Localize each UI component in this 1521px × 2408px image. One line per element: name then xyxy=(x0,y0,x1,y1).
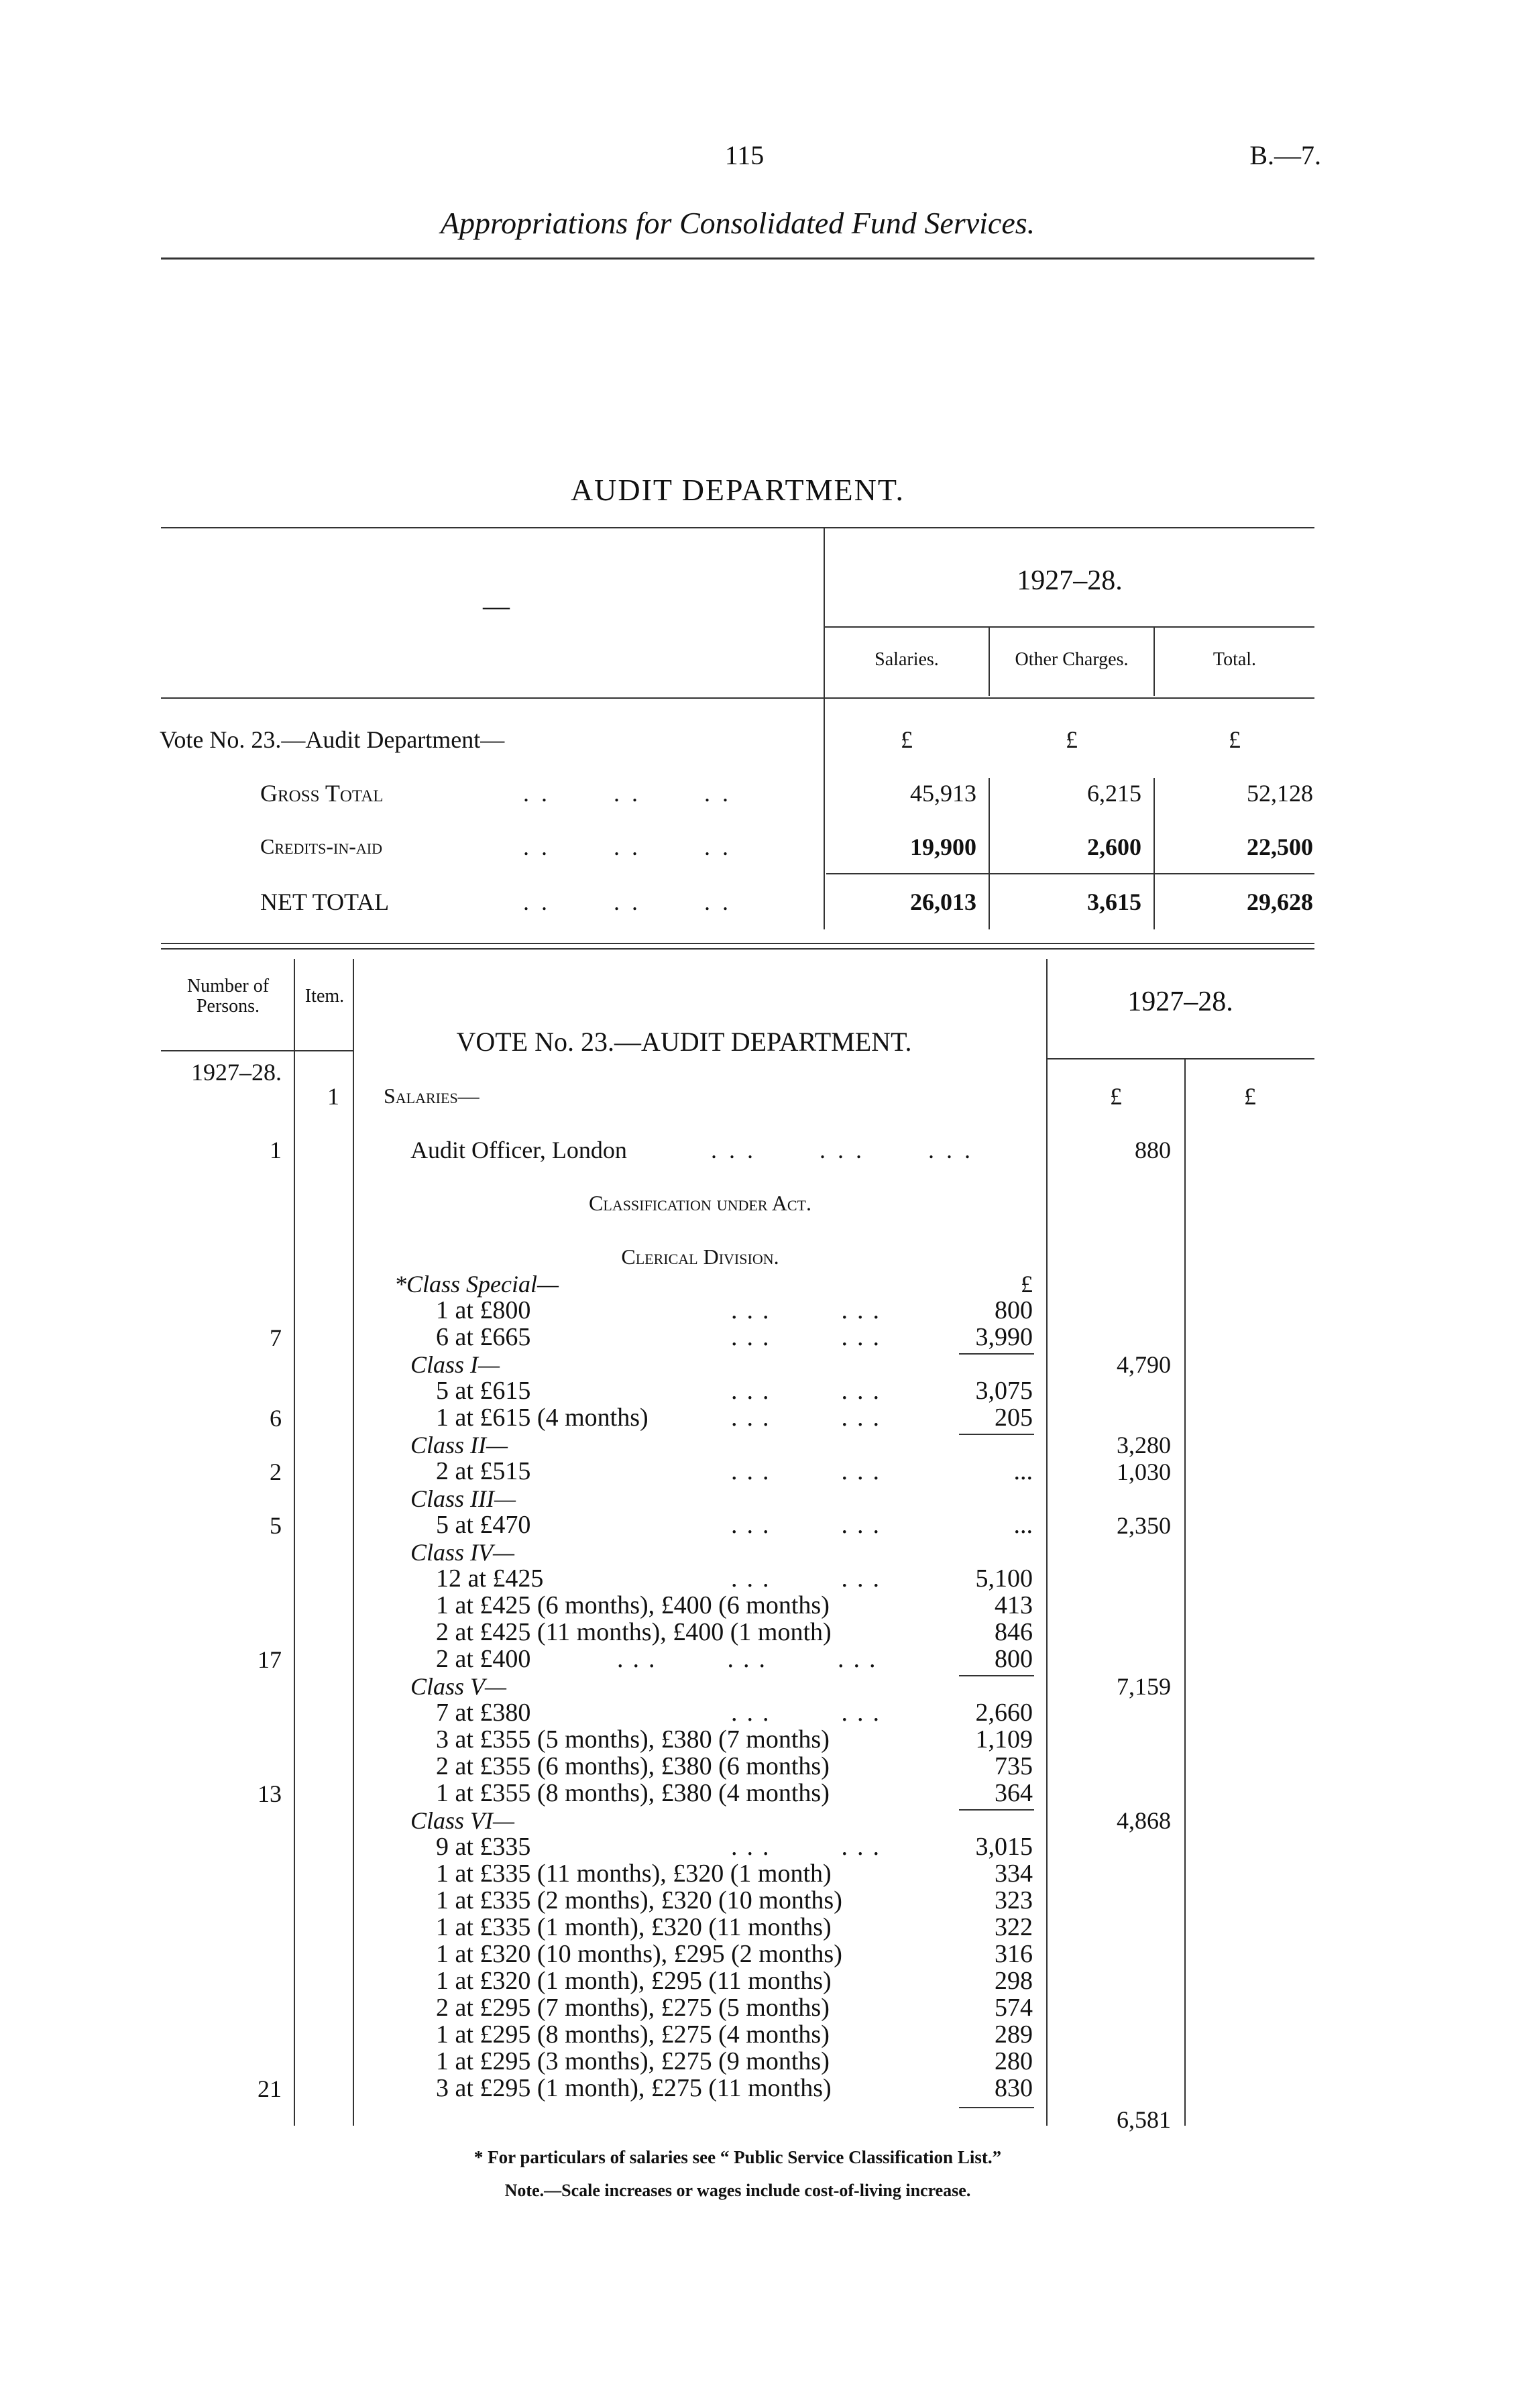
section-rule-1 xyxy=(161,943,1314,944)
line-value: 5,100 xyxy=(975,1564,1033,1593)
summary-col-total: Total. xyxy=(1213,649,1257,670)
summary-other-value: 3,615 xyxy=(1087,888,1141,915)
detail-col-sep-number xyxy=(294,959,295,2126)
summary-unit-total: £ xyxy=(1229,726,1241,753)
summary-subtotal-rule xyxy=(826,873,1314,874)
summary-unit-salaries: £ xyxy=(901,726,913,753)
detail-unit-amount: £ xyxy=(1110,1083,1122,1110)
detail-col-item: Item. xyxy=(304,986,345,1007)
line-label: 3 at £295 (1 month), £275 (11 months) xyxy=(436,2074,832,2102)
persons-count: 2 xyxy=(270,1458,282,1485)
page-number: 115 xyxy=(724,140,765,170)
line-label: 2 at £400 xyxy=(436,1645,531,1673)
line-label: 1 at £355 (8 months), £380 (4 months) xyxy=(436,1779,830,1807)
line-value: 3,990 xyxy=(975,1323,1033,1351)
lines-unit: £ xyxy=(1021,1271,1033,1298)
line-label: 1 at £800 xyxy=(436,1296,531,1324)
line-label: 1 at £335 (11 months), £320 (1 month) xyxy=(436,1859,832,1888)
summary-stub-dash: — xyxy=(483,591,510,621)
line-value: ... xyxy=(1013,1457,1033,1485)
subtotal-rule xyxy=(959,1353,1034,1355)
summary-other-value: 6,215 xyxy=(1087,780,1141,807)
classification-heading: Classification under Act. xyxy=(589,1191,811,1215)
line-value: 323 xyxy=(995,1886,1033,1914)
department-title: AUDIT DEPARTMENT. xyxy=(570,473,905,507)
summary-year: 1927–28. xyxy=(1017,565,1123,596)
line-value: 334 xyxy=(995,1859,1033,1888)
line-label: 3 at £355 (5 months), £380 (7 months) xyxy=(436,1725,830,1754)
line-value: 322 xyxy=(995,1913,1033,1941)
persons-count: 7 xyxy=(270,1324,282,1351)
line-value: 316 xyxy=(995,1940,1033,1968)
summary-salaries-value: 45,913 xyxy=(910,780,976,807)
summary-salaries-value: 26,013 xyxy=(910,888,976,915)
class-total: 7,159 xyxy=(1117,1673,1171,1700)
line-label: 6 at £665 xyxy=(436,1323,531,1351)
line-label: 2 at £355 (6 months), £380 (6 months) xyxy=(436,1752,830,1780)
detail-year: 1927–28. xyxy=(1127,986,1233,1017)
detail-col-sep-item xyxy=(353,959,354,2126)
detail-item-number: 1 xyxy=(327,1083,339,1110)
detail-left-rule xyxy=(161,1050,354,1051)
summary-col-sep-3 xyxy=(989,778,990,929)
detail-year-rule xyxy=(1048,1058,1314,1059)
class-special-heading: *Class Special— xyxy=(394,1271,559,1298)
line-value: 298 xyxy=(995,1967,1033,1995)
line-value: 3,015 xyxy=(975,1833,1033,1861)
detail-col-sep-total xyxy=(1184,1059,1186,2126)
line-value: 2,660 xyxy=(975,1699,1033,1727)
class-total: 4,790 xyxy=(1117,1351,1171,1378)
line-value: 800 xyxy=(995,1645,1033,1673)
line-label: 1 at £320 (1 month), £295 (11 months) xyxy=(436,1967,832,1995)
line-value: 289 xyxy=(995,2020,1033,2049)
line-label: 12 at £425 xyxy=(436,1564,544,1593)
line-label: 1 at £335 (1 month), £320 (11 months) xyxy=(436,1913,832,1941)
line-value: 413 xyxy=(995,1591,1033,1619)
line-label: 5 at £470 xyxy=(436,1511,531,1539)
summary-row-label: NET TOTAL xyxy=(260,888,390,915)
line-value: ... xyxy=(1013,1511,1033,1539)
summary-salaries-value: 19,900 xyxy=(910,834,976,860)
summary-unit-other: £ xyxy=(1066,726,1078,753)
line-label: 1 at £335 (2 months), £320 (10 months) xyxy=(436,1886,842,1914)
line-value: 1,109 xyxy=(975,1725,1033,1754)
detail-col-sep-amount xyxy=(1046,959,1048,2126)
persons-count: 13 xyxy=(258,1780,282,1807)
line-label: 2 at £295 (7 months), £275 (5 months) xyxy=(436,1994,830,2022)
line-label: 1 at £425 (6 months), £400 (6 months) xyxy=(436,1591,830,1619)
clerical-division-heading: Clerical Division. xyxy=(621,1245,779,1269)
line-value: 364 xyxy=(995,1779,1033,1807)
line-label: 7 at £380 xyxy=(436,1699,531,1727)
section-rule-2 xyxy=(161,948,1314,950)
class-total: 3,280 xyxy=(1117,1432,1171,1458)
document-reference: B.—7. xyxy=(1249,140,1321,170)
line-value: 280 xyxy=(995,2047,1033,2075)
summary-vote-label: Vote No. 23.—Audit Department— xyxy=(160,726,505,753)
persons-count: 21 xyxy=(258,2075,282,2102)
summary-other-value: 2,600 xyxy=(1087,834,1141,860)
line-label: 2 at £425 (11 months), £400 (1 month) xyxy=(436,1618,832,1646)
line-value: 846 xyxy=(995,1618,1033,1646)
audit-officer-label: Audit Officer, London xyxy=(410,1137,627,1163)
summary-year-rule xyxy=(825,626,1314,628)
detail-col-number: Number of Persons. xyxy=(186,976,270,1017)
summary-col-sep-4 xyxy=(1153,778,1155,929)
detail-salaries-heading: Salaries— xyxy=(384,1084,480,1108)
detail-unit-total: £ xyxy=(1244,1083,1256,1110)
class-v-heading: Class V— xyxy=(410,1673,507,1700)
line-value: 574 xyxy=(995,1994,1033,2022)
footnote-classification-list: * For particulars of salaries see “ Public Service Classification List.” xyxy=(473,2147,1002,2167)
line-label: 1 at £320 (10 months), £295 (2 months) xyxy=(436,1940,842,1968)
line-label: 1 at £295 (3 months), £275 (9 months) xyxy=(436,2047,830,2075)
class-vi-heading: Class VI— xyxy=(410,1807,515,1834)
class-iii-heading: Class III— xyxy=(410,1485,516,1512)
subtotal-rule xyxy=(959,1809,1034,1811)
running-title: Appropriations for Consolidated Fund Services. xyxy=(440,206,1035,240)
class-iv-heading: Class IV— xyxy=(410,1539,515,1566)
class-i-heading: Class I— xyxy=(410,1351,500,1378)
line-label: 2 at £515 xyxy=(436,1457,531,1485)
summary-row-label: Credits-in-aid xyxy=(260,834,382,858)
line-value: 205 xyxy=(995,1403,1033,1432)
class-total: 1,030 xyxy=(1117,1458,1171,1485)
summary-total-value: 29,628 xyxy=(1247,888,1313,915)
class-total: 6,581 xyxy=(1117,2106,1171,2133)
line-label: 9 at £335 xyxy=(436,1833,531,1861)
class-total: 4,868 xyxy=(1117,1807,1171,1834)
summary-header-rule xyxy=(161,697,1314,699)
summary-col-other: Other Charges. xyxy=(1015,649,1129,670)
class-ii-heading: Class II— xyxy=(410,1432,508,1458)
line-label: 5 at £615 xyxy=(436,1377,531,1405)
line-label: 1 at £615 (4 months) xyxy=(436,1403,649,1432)
detail-persons-year: 1927–28. xyxy=(191,1059,282,1086)
subtotal-rule xyxy=(959,2107,1034,2108)
header-rule xyxy=(161,257,1314,260)
summary-total-value: 52,128 xyxy=(1247,780,1313,807)
persons-count: 6 xyxy=(270,1405,282,1432)
persons-count: 1 xyxy=(270,1137,282,1163)
detail-vote-heading: VOTE No. 23.—AUDIT DEPARTMENT. xyxy=(456,1027,912,1057)
class-total: 2,350 xyxy=(1117,1512,1171,1539)
audit-officer-amount: 880 xyxy=(1135,1137,1171,1163)
line-value: 830 xyxy=(995,2074,1033,2102)
subtotal-rule xyxy=(959,1434,1034,1435)
footnote-scale-increases: Note.—Scale increases or wages include cost-of-living increase. xyxy=(504,2181,971,2200)
line-label: 1 at £295 (8 months), £275 (4 months) xyxy=(436,2020,830,2049)
line-value: 3,075 xyxy=(975,1377,1033,1405)
line-value: 800 xyxy=(995,1296,1033,1324)
summary-top-rule xyxy=(161,527,1314,528)
summary-col-salaries: Salaries. xyxy=(875,649,939,670)
summary-row-label: Gross Total xyxy=(260,780,384,807)
summary-total-value: 22,500 xyxy=(1247,834,1313,860)
line-value: 735 xyxy=(995,1752,1033,1780)
persons-count: 17 xyxy=(258,1646,282,1673)
subtotal-rule xyxy=(959,1675,1034,1676)
persons-count: 5 xyxy=(270,1512,282,1539)
